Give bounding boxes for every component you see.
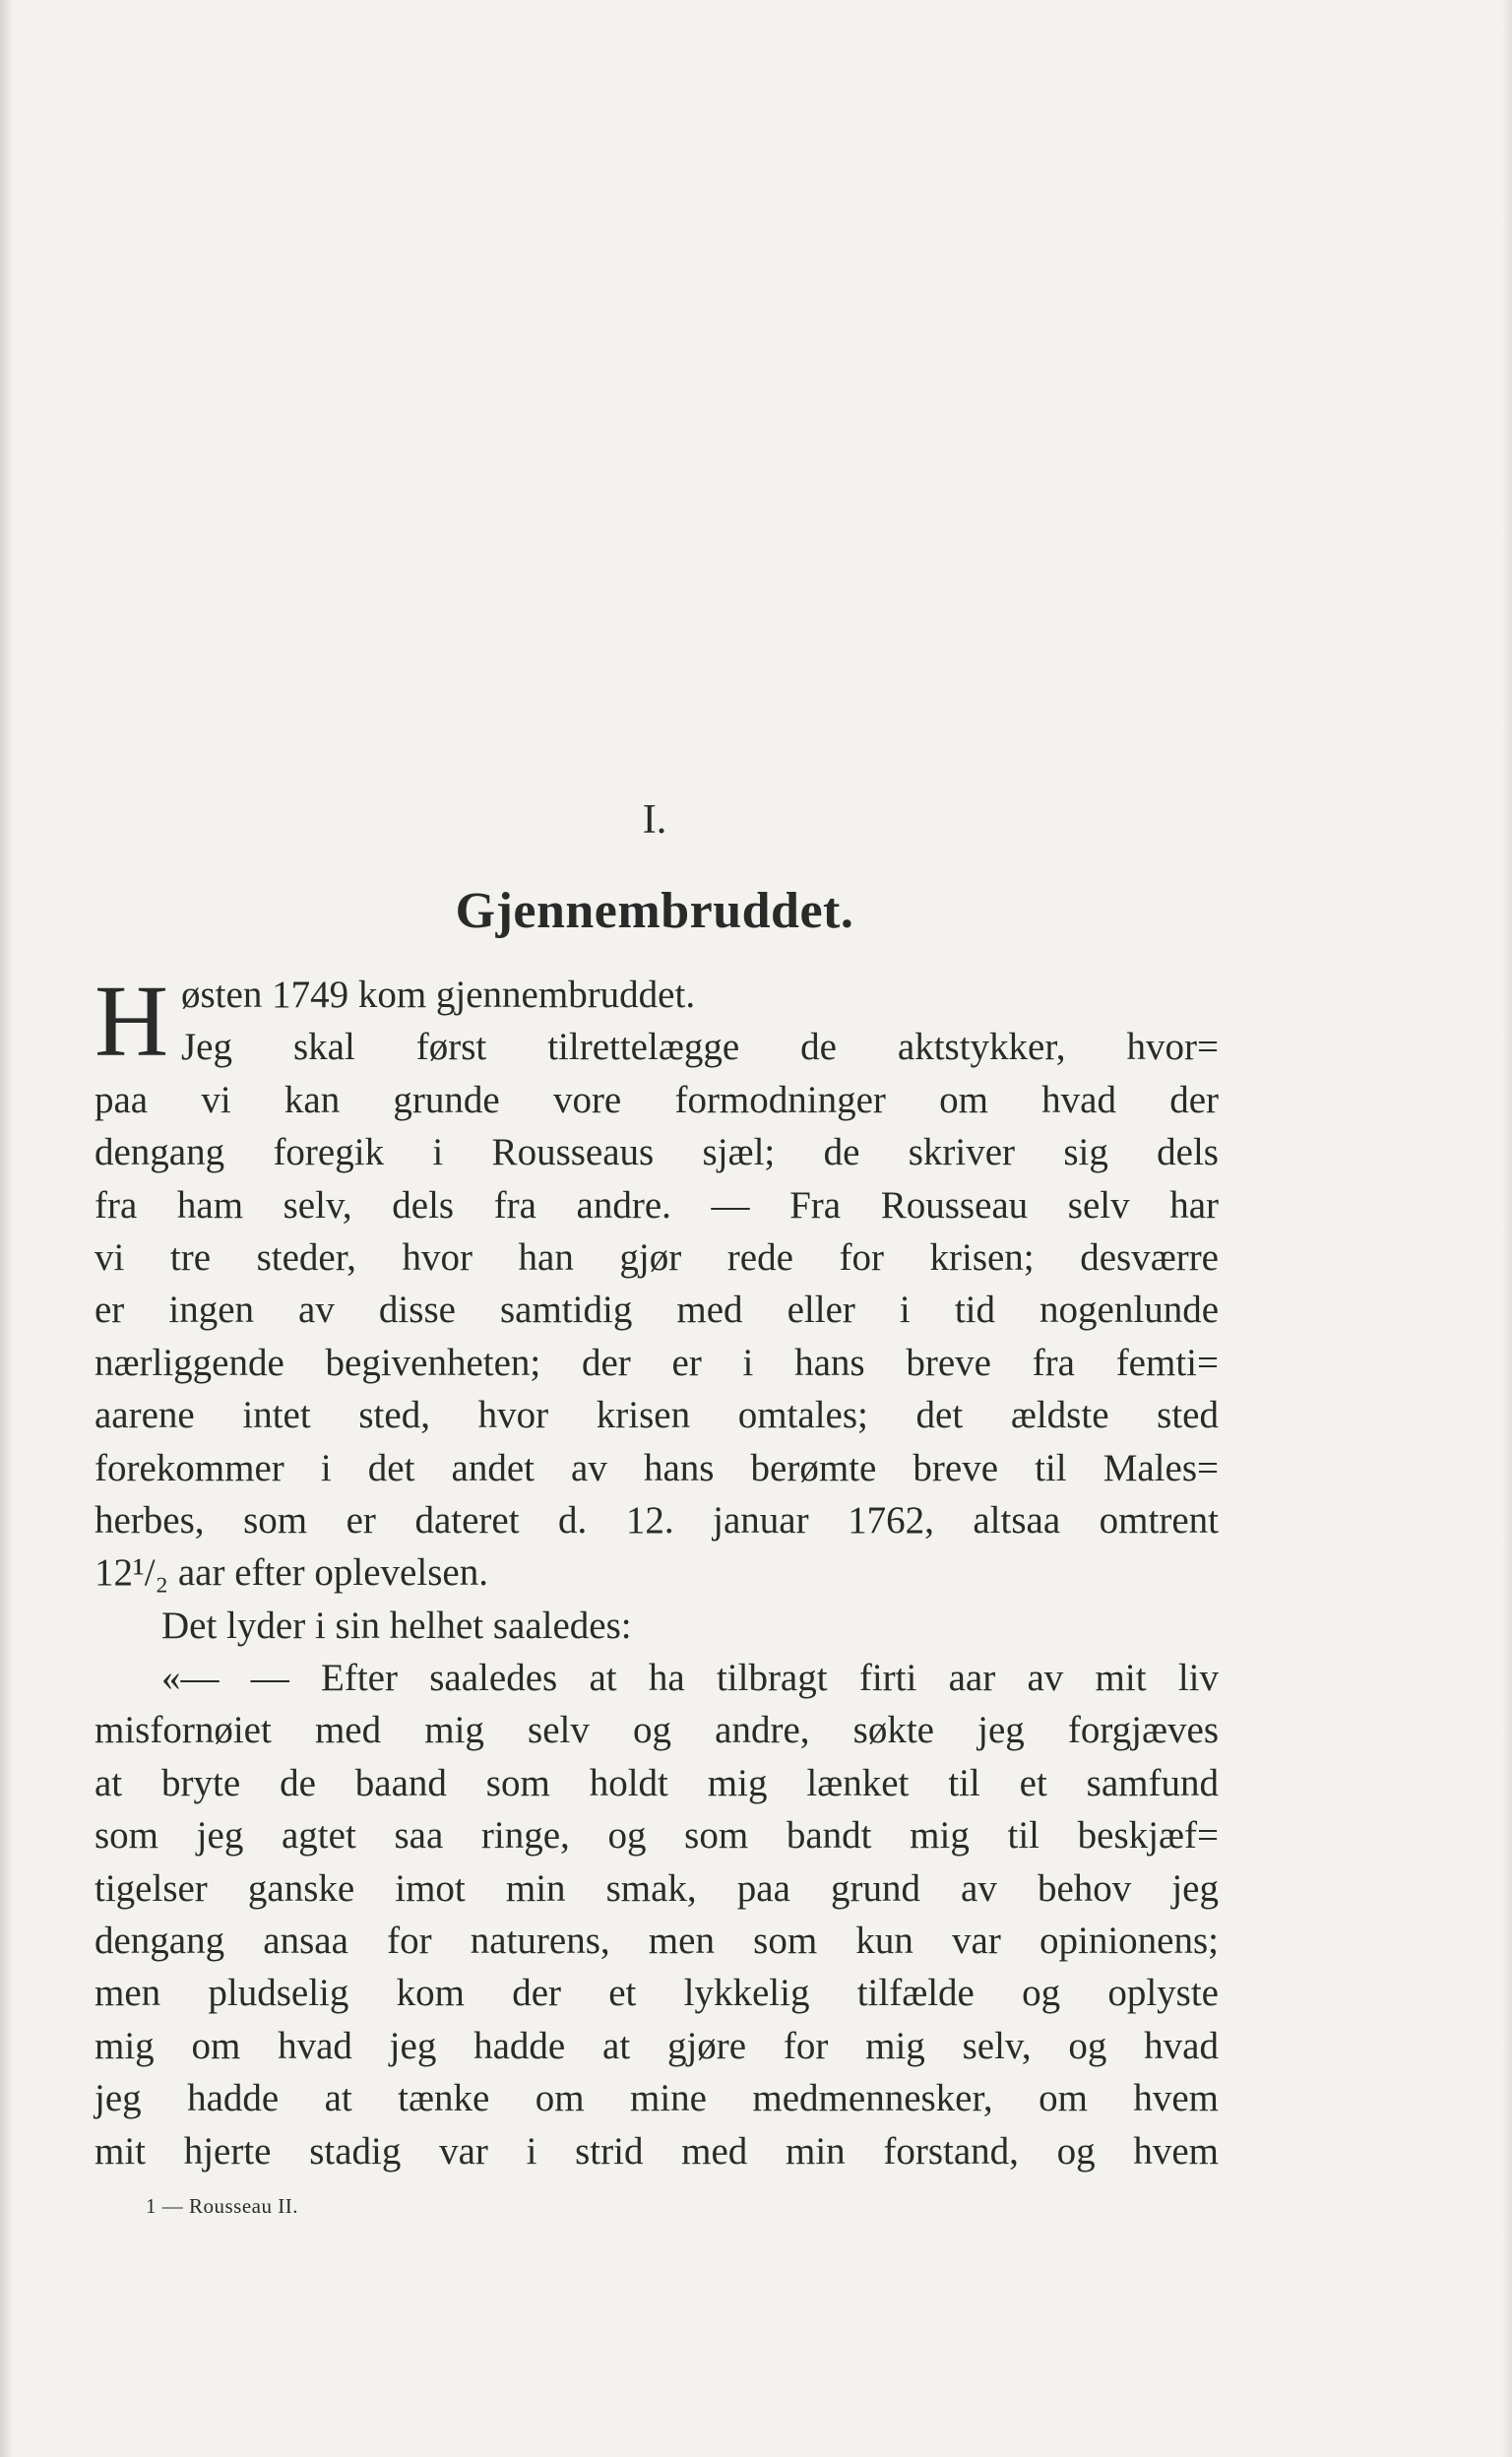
text-line: østen 1749 kom gjennembruddet.: [181, 974, 696, 1016]
text-line: forekommer i det andet av hans berømte breve til Males=: [94, 1446, 1219, 1489]
text-line: herbes, som er dateret d. 12. januar 1762, altsaa omtrent: [94, 1498, 1219, 1542]
page-edge-shadow-left: [0, 0, 14, 2457]
text-line: «— — Efter saaledes at ha tilbragt firti aar av mit liv: [161, 1657, 1219, 1700]
text-line: er ingen av disse samtidig med eller i tid nogenlunde: [94, 1289, 1219, 1332]
text-line: Jeg skal først tilrettelægge de aktstykker, hvor=: [181, 1026, 1219, 1069]
text-line: dengang ansaa for naturens, men som kun var opinionens;: [94, 1920, 1219, 1963]
text-line: men pludselig kom der et lykkelig tilfælde og oplyste: [94, 1972, 1219, 2015]
text-line: fra ham selv, dels fra andre. — Fra Rousseau selv har: [94, 1183, 1219, 1227]
body-text: [94, 965, 1219, 2177]
chapter-title: Gjennembruddet.: [455, 883, 854, 939]
text-line: vi tre steder, hvor han gjør rede for krisen; desværre: [94, 1235, 1219, 1279]
text-line: mig om hvad jeg hadde at gjøre for mig selv, og hvad: [94, 2024, 1219, 2067]
text-line: jeg hadde at tænke om mine medmennesker, om hvem: [94, 2077, 1219, 2120]
drop-cap: H: [94, 965, 169, 1078]
text-line: nærliggende begivenheten; der er i hans breve fra femti=: [94, 1341, 1219, 1384]
text-line: at bryte de baand som holdt mig lænket til et samfund: [94, 1761, 1219, 1804]
text-line: aarene intet sted, hvor krisen omtales; det ældste sted: [94, 1394, 1219, 1437]
text-line: tigelser ganske imot min smak, paa grund av behov jeg: [94, 1866, 1219, 1910]
text-line: paa vi kan grunde vore formodninger om hvad der: [94, 1078, 1219, 1121]
text-line: misfornøiet med mig selv og andre, søkte jeg forgjæves: [94, 1709, 1219, 1752]
text-line: mit hjerte stadig var i strid med min forstand, og hvem: [94, 2129, 1219, 2173]
page-edge-shadow-right: [1502, 0, 1512, 2457]
text-line: som jeg agtet saa ringe, og som bandt mig til beskjæf=: [94, 1814, 1219, 1858]
text-line: 12¹/₂ aar efter oplevelsen.: [94, 1551, 488, 1595]
text-line: Det lyder i sin helhet saaledes:: [161, 1604, 632, 1647]
chapter-number: I.: [642, 797, 667, 843]
text-line: dengang foregik i Rousseaus sjæl; de skriver sig dels: [94, 1131, 1219, 1174]
printer-signature: 1 — Rousseau II.: [146, 2194, 298, 2218]
